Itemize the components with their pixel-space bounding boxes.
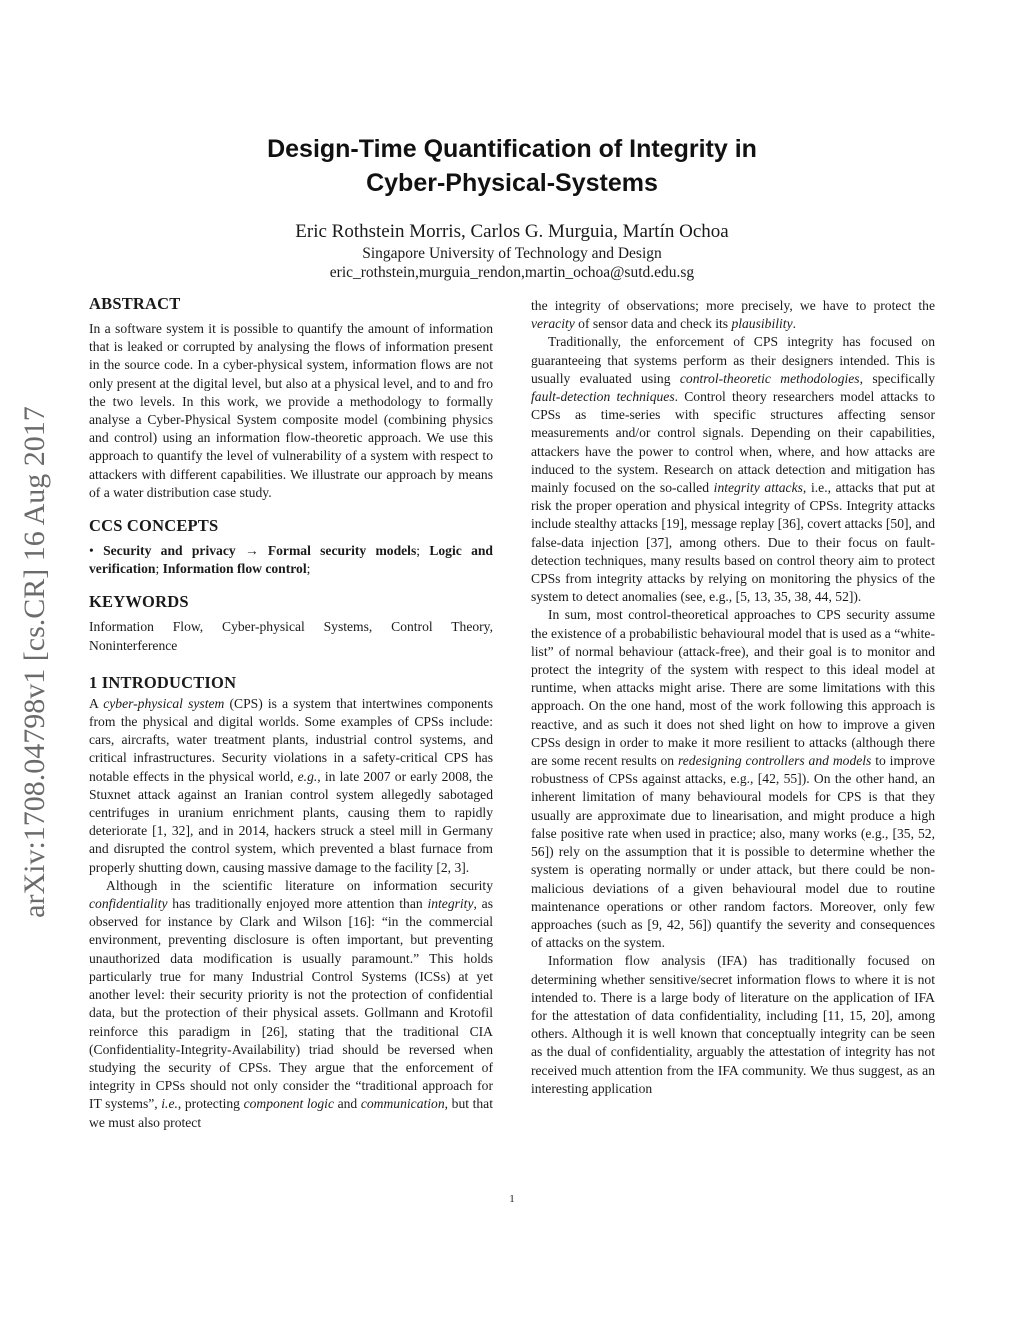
ccs-concepts <box>89 542 493 578</box>
ccs-concept-2: Logic and verification <box>89 543 493 577</box>
left-column <box>89 294 493 1132</box>
paper-title <box>150 132 874 200</box>
intro-paragraph-1: A cyber-physical system (CPS) is a system that intertwines components from the physical and digital worlds. Some examples of CPSs include: cars, aircrafts, water treatment plants, industrial control systems, and critical infrastructures. Security violations in a safety-critical CPS has notable effects in the physical world, e.g., in late 2007 or early 2008, the Stuxnet attack against an Iranian control system allegedly sabotaged centrifuges in uranium enrichment plants, causing them to rapidly deteriorate [1, 32], and in 2014, hackers struck a steel mill in Germany and disrupted the control system, which prevented a blast furnace from properly shutting down, causing massive damage to the facility [2, 3]. <box>89 695 493 875</box>
ccs-sep-1: ; <box>416 543 430 559</box>
page-number: 1 <box>509 1193 515 1205</box>
keywords-heading: KEYWORDS <box>89 592 189 612</box>
right-paragraph-2: In sum, most control-theoretical approaches to CPS security assume the existence of a probabilistic behavioural model that is used as a “white-list” of normal behaviour (attack-free), and their goal is to monitor and protect the integrity of the system with respect to this ideal model at runtime, when attacks might arise. There are some limitations with this approach. On the one hand, most of the work following this approach is reactive, and as such it does not shed light on how to improve a given CPSs design in order to make it more resilient to attacks (although there are some recent results on redesigning controllers and models to improve robustness of CPSs against attacks, e.g., [42, 55]). On the other hand, an inherent limitation of many behavioural models for CPS is that they usually are approximate due to linearisation, and might produce a high false positive rate when used in practice; also, many works (e.g., [35, 52, 56]) rely on the assumption that it is possible to determine whether the system is operating normally or under attack, but there could be non-malicious deviations of a given behavioural model due to routine maintenance operations or other random factors. Moreover, only few approaches (such as [9, 42, 56]) quantify the severity and consequences of attacks on the system. <box>531 607 935 951</box>
ccs-end: ; <box>306 561 311 577</box>
right-column <box>531 297 935 1098</box>
ccs-concept-3: Information flow control <box>162 561 307 577</box>
author-list: Eric Rothstein Morris, Carlos G. Murguia, Martín Ochoa <box>295 221 729 242</box>
arxiv-stamp: arXiv:1708.04798v1 [cs.CR] 16 Aug 2017 <box>18 406 51 918</box>
right-paragraph-1: Traditionally, the enforcement of CPS integrity has focused on guaranteeing that systems perform as their designers intended. This is usually evaluated using control-theoretic methodologies, specifically fault-detection techniques. Control theory researchers model attacks to CPSs as time-series with specific structures affecting sensor measurements and/or control signals. Depending on their capabilities, attackers have the power to control when, where, and how attacks are induced to the system. Research on attack detection and mitigation has mainly focused on the so-called integrity attacks, i.e., attacks that put at risk the proper operation and physical integrity of CPSs. Integrity attacks include stealthy attacks [19], message replay [36], covert attacks [50], and false-data injection [37], among others. Due to their focus on fault-detection techniques, many results based on control theory aim to protect CPSs from integrity attacks by relying on monitoring the physics of the system to detect anomalies (see, e.g., [5, 13, 35, 38, 44, 52]). <box>531 334 936 605</box>
right-paragraph-0: the integrity of observations; more precisely, we have to protect the veracity of sensor data and check its plausibility. <box>531 298 935 332</box>
title-line-2: Cyber-Physical-Systems <box>366 169 658 197</box>
keywords-text: Information Flow, Cyber-physical Systems, Control Theory, Noninterference <box>89 619 493 653</box>
affiliation: Singapore University of Technology and Design <box>362 245 662 262</box>
ccs-bullet: • <box>89 543 94 559</box>
ccs-sep-2: ; <box>155 561 163 577</box>
ccs-heading: CCS CONCEPTS <box>89 516 219 536</box>
title-line-1: Design-Time Quantification of Integrity in <box>267 135 757 163</box>
intro-paragraph-2: Although in the scientific literature on information security confidentiality has traditionally enjoyed more attention than integrity, as observed for instance by Clark and Wilson [16]: “in the commercial environment, preventing disclosure is often important, but preventing unauthorized data modification is usually paramount.” This holds particularly true for many Industrial Control Systems (ICSs) at yet another level: their security priority is not the protection of confidential data, but the protection of their physical assets. Gollmann and Krotofil reinforce this paradigm in [26], stating that the traditional CIA (Confidentiality-Integrity-Availability) triad should be reversed when studying the security of CPSs. They argue that the enforcement of integrity in CPSs should not only consider the “traditional approach for IT systems”, i.e., protecting component logic and communication, but that we must also protect <box>89 877 493 1130</box>
ccs-concept-1: Security and privacy → Formal security models <box>103 543 417 559</box>
intro-heading: 1 INTRODUCTION <box>89 672 237 692</box>
abstract-text: In a software system it is possible to quantify the amount of information that is leaked or corrupted by analysing the flows of information present in the source code. In a cyber-physical system, information flows are not only present at the digital level, but also at a physical level, and to and fro the two levels. In this work, we provide a methodology to formally analyse a Cyber-Physical System composite model (combining physics and control) using an information flow-theoretic approach. We use this approach to quantify the level of vulnerability of a system with respect to attackers with different capabilities. We illustrate our approach by means of a water distribution case study. <box>89 321 493 500</box>
author-emails: eric_rothstein,murguia_rendon,martin_ochoa@sutd.edu.sg <box>329 264 695 281</box>
abstract-heading: ABSTRACT <box>89 294 181 313</box>
right-paragraph-3: Information flow analysis (IFA) has traditionally focused on determining whether sensitive/secret information flows to where it is not intended to. There is a large body of literature on the application of IFA for the attestation of data confidentiality, including [11, 15, 20], among others. Although it is well known that conceptually integrity can be seen as the dual of confidentiality, arguably the attestation of integrity has not received much attention from the IFA community. We thus suggest, as an interesting application <box>531 953 935 1096</box>
